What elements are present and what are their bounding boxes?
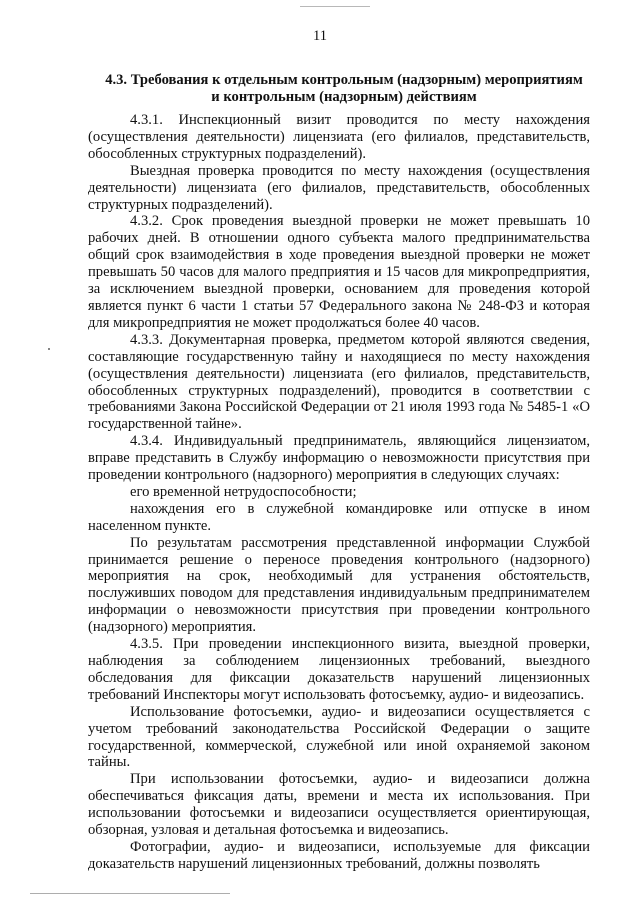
paragraph-4-3-1: 4.3.1. Инспекционный визит проводится по месту нахождения (осуществления деятельности) лицензиата (его филиалов, представительств, обособленных структурных подразделений).	[88, 112, 590, 162]
paragraph-secrecy-requirements: Использование фотосъемки, аудио- и видеозаписи осуществляется с учетом требований законодательства Российской Федерации о защите государственной, коммерческой, служебной или иной охраняемой законом тайны.	[88, 703, 590, 771]
paragraph-evidence-recordings: Фотографии, аудио- и видеозаписи, используемые для фиксации доказательств нарушений лицензионных требований, должны позволять	[88, 838, 590, 872]
paragraph-4-3-5: 4.3.5. При проведении инспекционного визита, выездной проверки, наблюдения за соблюдением лицензионных требований, выездного обследования для фиксации доказательств нарушений лицензионных требований Инспекторы могут использовать фотосъемку, аудио- и видеозапись.	[88, 636, 590, 703]
paragraph-fixation-requirements: При использовании фотосъемки, аудио- и видеозаписи должна обеспечиваться фиксация даты, времени и места их использования. При использовании фотосъемки и видеозаписи осуществляется ориентирующая, обзорная, узловая и детальная фотосъемка и видеозапись.	[88, 771, 590, 839]
paragraph-temporary-disability: его временной нетрудоспособности;	[130, 483, 357, 500]
paragraph-postponement-decision: По результатам рассмотрения представленной информации Службой принимается решение о переносе проведения контрольного (надзорного) мероприятия на срок, необходимый для устранения обстоятельств, послуживших поводом для представления индивидуальным предпринимателем информации о невозможности присутствия при проведении контрольного (надзорного) мероприятия.	[88, 534, 590, 636]
document-body	[88, 72, 590, 873]
section-heading-line-1: 4.3. Требования к отдельным контрольным (надзорным) мероприятиям	[105, 72, 583, 88]
paragraph-4-3-3: 4.3.3. Документарная проверка, предметом которой являются сведения, составляющие государственную тайну и находящиеся по месту нахождения (осуществления деятельности) лицензиата (его филиалов, представительств, обособленных структурных подразделений), проводится в соответствии с требованиями Закона Российской Федерации от 21 июля 1993 года № 5485-1 «О государственной тайне».	[88, 331, 590, 433]
paragraph-field-inspection-location: Выездная проверка проводится по месту нахождения (осуществления деятельности) лицензиата (его филиалов, представительств, обособленных структурных подразделений).	[88, 162, 590, 213]
scan-mark-top	[300, 6, 370, 7]
scan-mark-left-dot	[48, 348, 50, 350]
section-heading-line-2: и контрольным (надзорным) действиям	[211, 89, 477, 105]
paragraph-4-3-2: 4.3.2. Срок проведения выездной проверки не может превышать 10 рабочих дней. В отношении одного субъекта малого предпринимательства общий срок взаимодействия в ходе проведения выездной проверки не может превышать 50 часов для малого предприятия и 15 часов для микропредприятия, за исключением выездной проверки, основанием для проведения которой является пункт 6 части 1 статьи 57 Федерального закона № 248-ФЗ и которая для микропредприятия не может продолжаться более 40 часов.	[88, 213, 590, 331]
scan-mark-bottom	[30, 893, 230, 894]
paragraph-4-3-4: 4.3.4. Индивидуальный предприниматель, являющийся лицензиатом, вправе представить в Службу информацию о невозможности присутствия при проведении контрольного (надзорного) мероприятия в следующих случаях:	[88, 433, 590, 484]
paragraph-business-trip: нахождения его в служебной командировке или отпуске в ином населенном пункте.	[88, 500, 590, 534]
section-heading	[88, 72, 590, 106]
page-number: 11	[313, 28, 327, 44]
